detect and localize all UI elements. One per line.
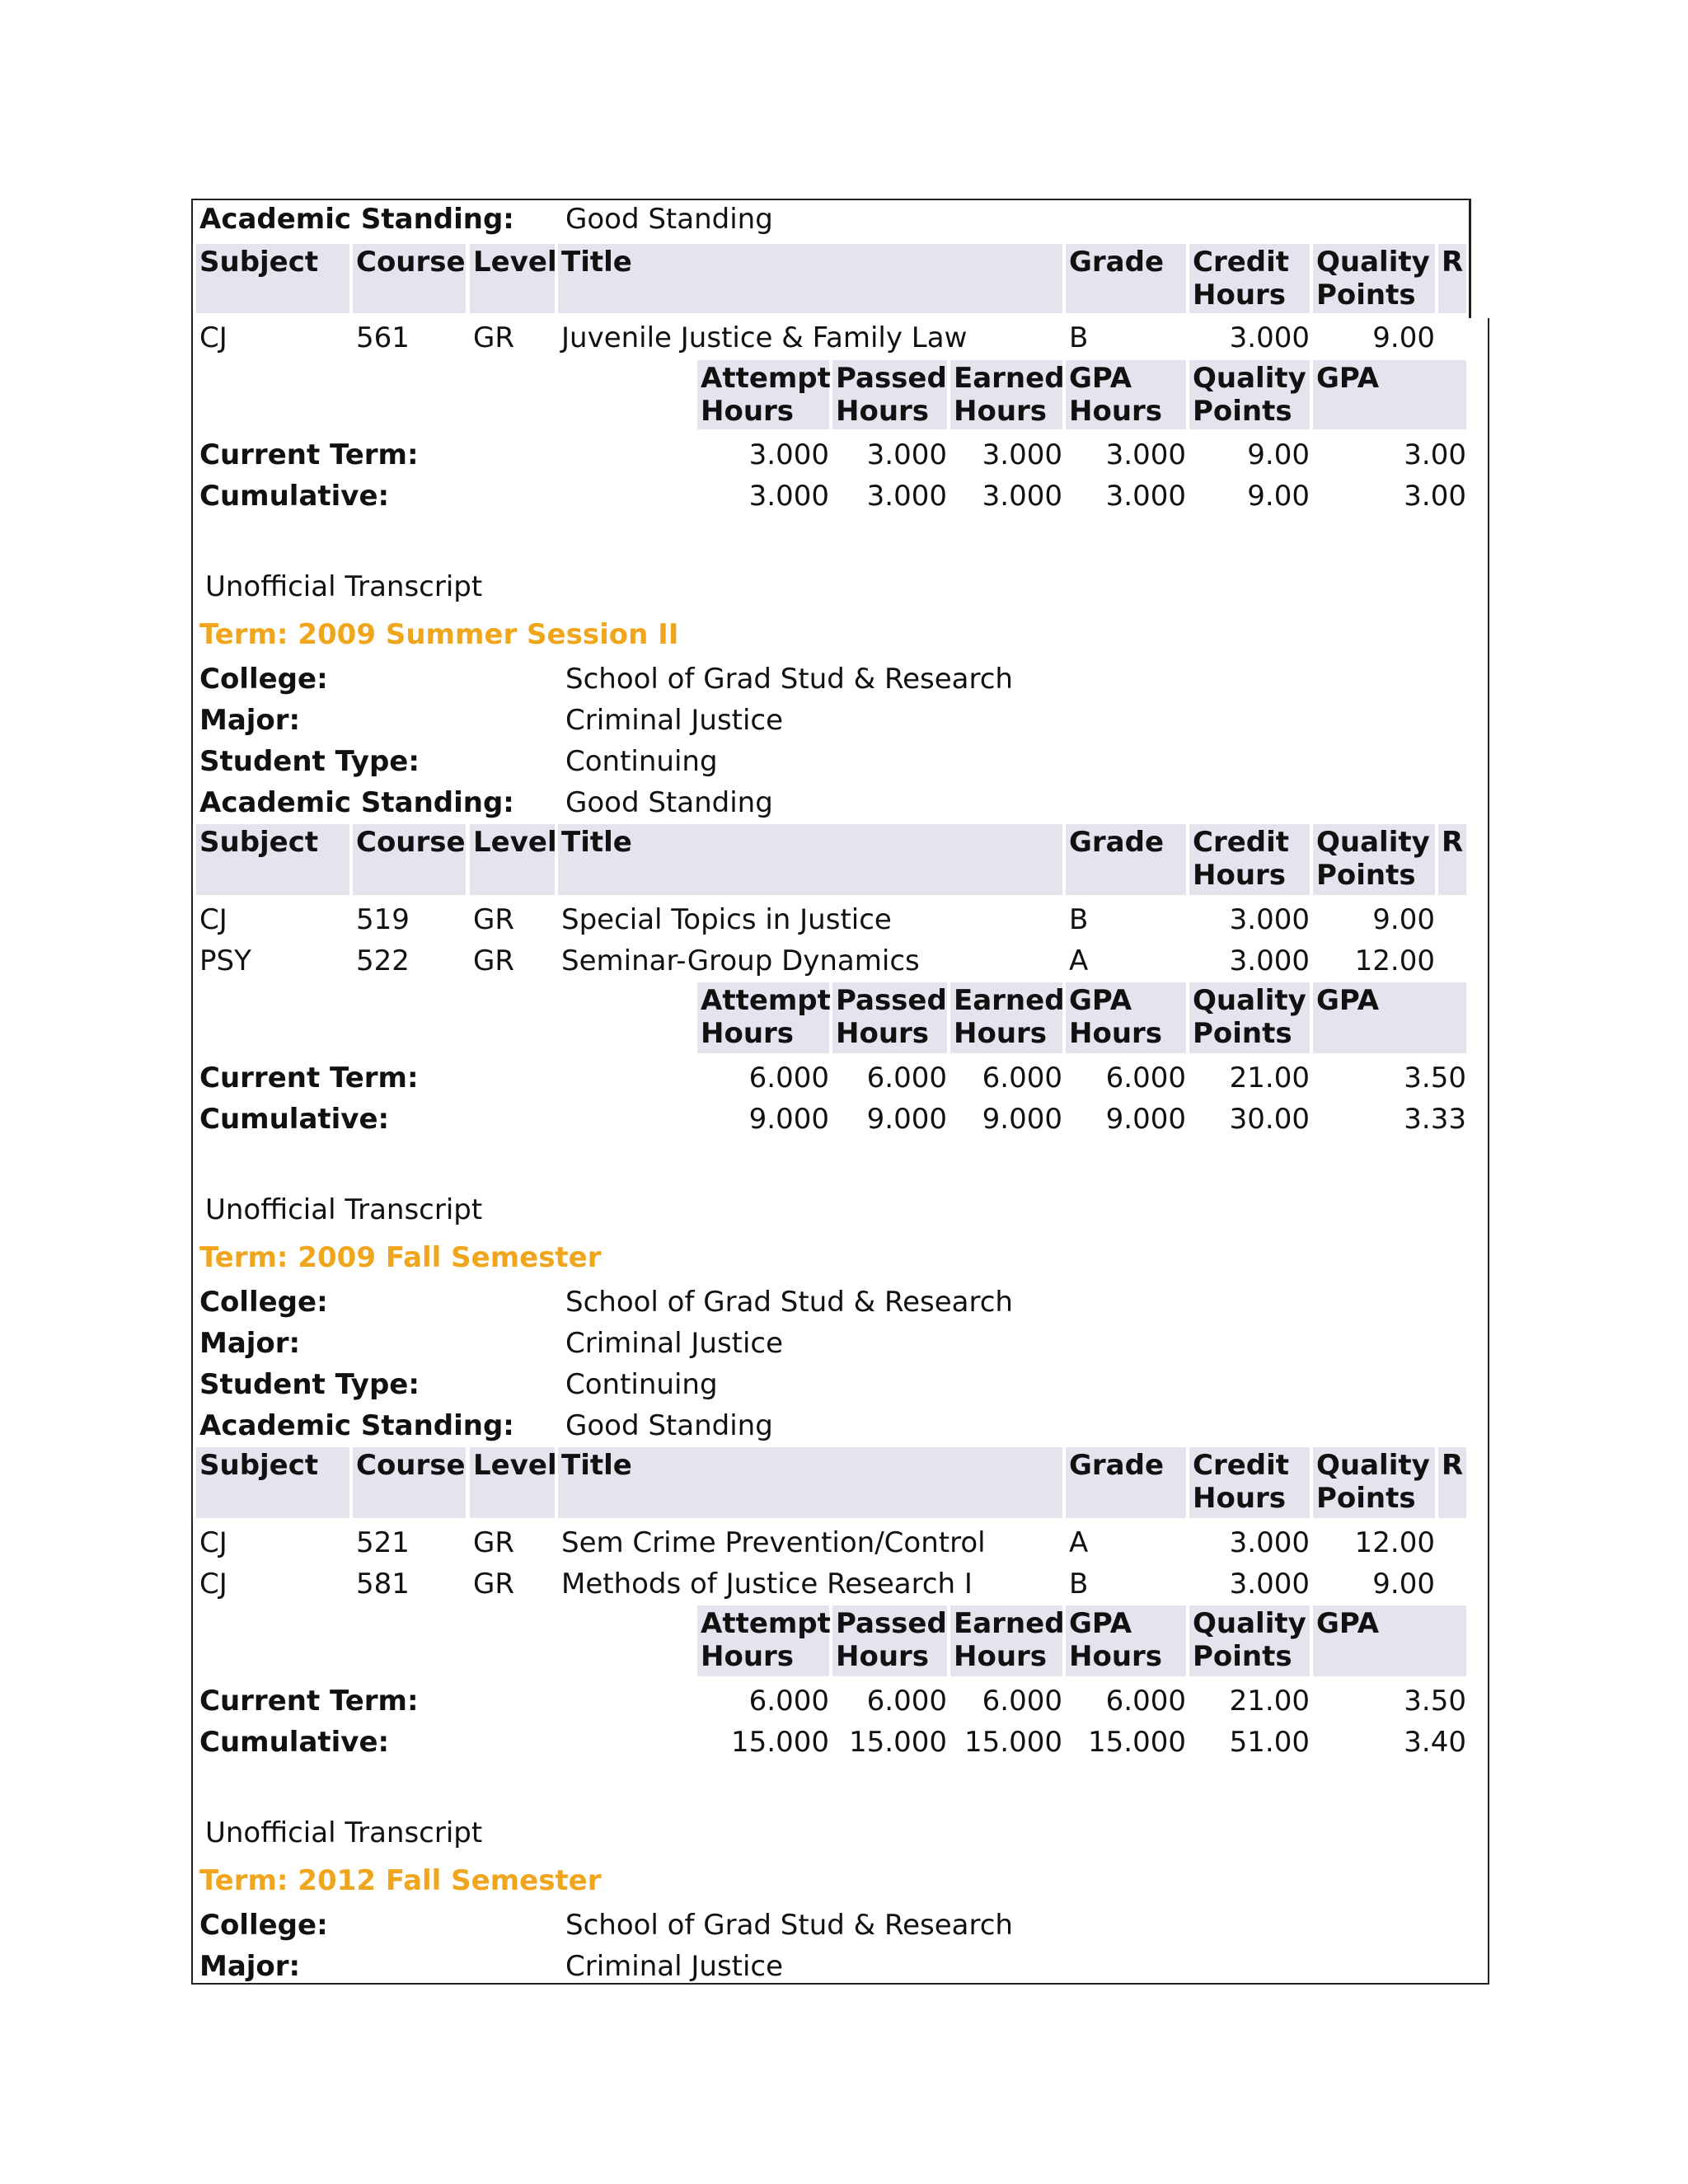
academic-standing-value: Good Standing [565, 1409, 773, 1442]
cumulative-quality-points: 30.00 [1229, 1103, 1310, 1136]
cumulative-attempt-hours: 9.000 [748, 1103, 829, 1136]
cumulative-quality-points: 9.00 [1247, 480, 1310, 513]
term-heading: Term: 2009 Fall Semester [199, 1241, 602, 1274]
cumulative-gpa-hours: 9.000 [1105, 1103, 1186, 1136]
course-credit-hours: 3.000 [1229, 903, 1310, 936]
header-subject: Subject [196, 824, 349, 895]
college-label: College: [199, 1909, 328, 1942]
header-level: Level [470, 1447, 555, 1518]
header-gpa: GPA [1313, 982, 1466, 1053]
header-title: Title [558, 824, 1062, 895]
header-earned-hours: Earned Hours [950, 1605, 1062, 1676]
course-grade: B [1069, 1568, 1089, 1601]
current-earned-hours: 6.000 [982, 1062, 1062, 1094]
transcript-caption: Unofficial Transcript [205, 570, 483, 603]
major-label: Major: [199, 704, 301, 737]
term-heading: Term: 2012 Fall Semester [199, 1864, 602, 1897]
cumulative-label: Cumulative: [199, 1726, 390, 1759]
student-type-label: Student Type: [199, 745, 420, 778]
header-grade: Grade [1066, 244, 1186, 313]
header-gpa-hours: GPA Hours [1066, 1605, 1186, 1676]
header-r: R [1438, 824, 1466, 895]
academic-standing-label: Academic Standing: [199, 203, 514, 236]
current-term-label: Current Term: [199, 1685, 419, 1718]
header-total-quality-points: Quality Points [1189, 982, 1310, 1053]
transcript-caption: Unofficial Transcript [205, 1193, 483, 1226]
cumulative-earned-hours: 15.000 [964, 1726, 1062, 1759]
header-earned-hours: Earned Hours [950, 982, 1062, 1053]
course-title: Sem Crime Prevention/Control [561, 1526, 986, 1559]
frame-notch [1470, 199, 1491, 318]
course-number: 521 [356, 1526, 410, 1559]
course-level: GR [473, 1526, 514, 1559]
course-level: GR [473, 903, 514, 936]
course-subject: CJ [199, 903, 227, 936]
header-r: R [1438, 244, 1466, 313]
header-total-quality-points: Quality Points [1189, 360, 1310, 429]
header-title: Title [558, 244, 1062, 313]
course-grade: A [1069, 944, 1089, 977]
major-value: Criminal Justice [565, 1327, 784, 1360]
current-term-label: Current Term: [199, 1062, 419, 1094]
header-gpa: GPA [1313, 360, 1466, 429]
cumulative-passed-hours: 3.000 [866, 480, 947, 513]
transcript-caption: Unofficial Transcript [205, 1816, 483, 1849]
course-number: 522 [356, 944, 410, 977]
header-earned-hours: Earned Hours [950, 360, 1062, 429]
cumulative-passed-hours: 9.000 [866, 1103, 947, 1136]
header-course: Course [353, 824, 466, 895]
course-level: GR [473, 1568, 514, 1601]
cumulative-label: Cumulative: [199, 1103, 390, 1136]
major-label: Major: [199, 1950, 301, 1983]
academic-standing-label: Academic Standing: [199, 786, 514, 819]
cumulative-attempt-hours: 15.000 [731, 1726, 829, 1759]
college-label: College: [199, 663, 328, 696]
course-title: Juvenile Justice & Family Law [561, 321, 968, 354]
current-gpa-hours: 6.000 [1105, 1062, 1186, 1094]
course-number: 561 [356, 321, 410, 354]
header-quality-points: Quality Points [1313, 824, 1435, 895]
current-earned-hours: 6.000 [982, 1685, 1062, 1718]
header-r: R [1438, 1447, 1466, 1518]
header-attempt-hours: Attempt Hours [697, 360, 829, 429]
course-quality-points: 12.00 [1354, 1526, 1435, 1559]
header-grade: Grade [1066, 1447, 1186, 1518]
academic-standing-value: Good Standing [565, 786, 773, 819]
major-label: Major: [199, 1327, 301, 1360]
course-title: Special Topics in Justice [561, 903, 892, 936]
frame-notch-line [1469, 199, 1471, 318]
header-credit-hours: Credit Hours [1189, 824, 1310, 895]
course-level: GR [473, 944, 514, 977]
header-attempt-hours: Attempt Hours [697, 982, 829, 1053]
header-level: Level [470, 244, 555, 313]
current-gpa-hours: 3.000 [1105, 438, 1186, 471]
academic-standing-value: Good Standing [565, 203, 773, 236]
header-quality-points: Quality Points [1313, 1447, 1435, 1518]
current-gpa: 3.50 [1404, 1062, 1466, 1094]
header-passed-hours: Passed Hours [832, 982, 947, 1053]
current-term-label: Current Term: [199, 438, 419, 471]
course-grade: B [1069, 321, 1089, 354]
course-subject: CJ [199, 321, 227, 354]
cumulative-earned-hours: 3.000 [982, 480, 1062, 513]
header-subject: Subject [196, 244, 349, 313]
college-value: School of Grad Stud & Research [565, 1286, 1013, 1319]
header-total-quality-points: Quality Points [1189, 1605, 1310, 1676]
cumulative-earned-hours: 9.000 [982, 1103, 1062, 1136]
course-credit-hours: 3.000 [1229, 1526, 1310, 1559]
header-gpa-hours: GPA Hours [1066, 360, 1186, 429]
cumulative-gpa: 3.33 [1404, 1103, 1466, 1136]
course-level: GR [473, 321, 514, 354]
cumulative-passed-hours: 15.000 [849, 1726, 947, 1759]
major-value: Criminal Justice [565, 1950, 784, 1983]
header-course: Course [353, 244, 466, 313]
college-value: School of Grad Stud & Research [565, 1909, 1013, 1942]
course-subject: CJ [199, 1568, 227, 1601]
student-type-value: Continuing [565, 1368, 718, 1401]
current-quality-points: 21.00 [1229, 1062, 1310, 1094]
current-attempt-hours: 6.000 [748, 1685, 829, 1718]
header-gpa: GPA [1313, 1605, 1466, 1676]
term-heading: Term: 2009 Summer Session II [199, 618, 679, 651]
course-credit-hours: 3.000 [1229, 321, 1310, 354]
current-passed-hours: 6.000 [866, 1685, 947, 1718]
college-value: School of Grad Stud & Research [565, 663, 1013, 696]
course-quality-points: 9.00 [1372, 321, 1435, 354]
header-level: Level [470, 824, 555, 895]
header-gpa-hours: GPA Hours [1066, 982, 1186, 1053]
course-quality-points: 9.00 [1372, 903, 1435, 936]
header-grade: Grade [1066, 824, 1186, 895]
header-passed-hours: Passed Hours [832, 1605, 947, 1676]
cumulative-gpa: 3.00 [1404, 480, 1466, 513]
header-subject: Subject [196, 1447, 349, 1518]
course-number: 519 [356, 903, 410, 936]
course-grade: B [1069, 903, 1089, 936]
college-label: College: [199, 1286, 328, 1319]
header-passed-hours: Passed Hours [832, 360, 947, 429]
current-quality-points: 9.00 [1247, 438, 1310, 471]
current-gpa-hours: 6.000 [1105, 1685, 1186, 1718]
header-quality-points: Quality Points [1313, 244, 1435, 313]
current-earned-hours: 3.000 [982, 438, 1062, 471]
course-title: Seminar-Group Dynamics [561, 944, 920, 977]
header-course: Course [353, 1447, 466, 1518]
header-credit-hours: Credit Hours [1189, 244, 1310, 313]
student-type-value: Continuing [565, 745, 718, 778]
course-title: Methods of Justice Research I [561, 1568, 973, 1601]
current-quality-points: 21.00 [1229, 1685, 1310, 1718]
cumulative-attempt-hours: 3.000 [748, 480, 829, 513]
cumulative-gpa-hours: 15.000 [1088, 1726, 1186, 1759]
cumulative-gpa-hours: 3.000 [1105, 480, 1186, 513]
student-type-label: Student Type: [199, 1368, 420, 1401]
academic-standing-label: Academic Standing: [199, 1409, 514, 1442]
current-passed-hours: 6.000 [866, 1062, 947, 1094]
course-quality-points: 12.00 [1354, 944, 1435, 977]
cumulative-gpa: 3.40 [1404, 1726, 1466, 1759]
cumulative-quality-points: 51.00 [1229, 1726, 1310, 1759]
current-attempt-hours: 3.000 [748, 438, 829, 471]
current-passed-hours: 3.000 [866, 438, 947, 471]
header-title: Title [558, 1447, 1062, 1518]
major-value: Criminal Justice [565, 704, 784, 737]
course-number: 581 [356, 1568, 410, 1601]
current-gpa: 3.50 [1404, 1685, 1466, 1718]
current-gpa: 3.00 [1404, 438, 1466, 471]
header-credit-hours: Credit Hours [1189, 1447, 1310, 1518]
header-attempt-hours: Attempt Hours [697, 1605, 829, 1676]
cumulative-label: Cumulative: [199, 480, 390, 513]
course-quality-points: 9.00 [1372, 1568, 1435, 1601]
course-subject: PSY [199, 944, 251, 977]
course-subject: CJ [199, 1526, 227, 1559]
course-credit-hours: 3.000 [1229, 944, 1310, 977]
current-attempt-hours: 6.000 [748, 1062, 829, 1094]
course-credit-hours: 3.000 [1229, 1568, 1310, 1601]
course-grade: A [1069, 1526, 1089, 1559]
